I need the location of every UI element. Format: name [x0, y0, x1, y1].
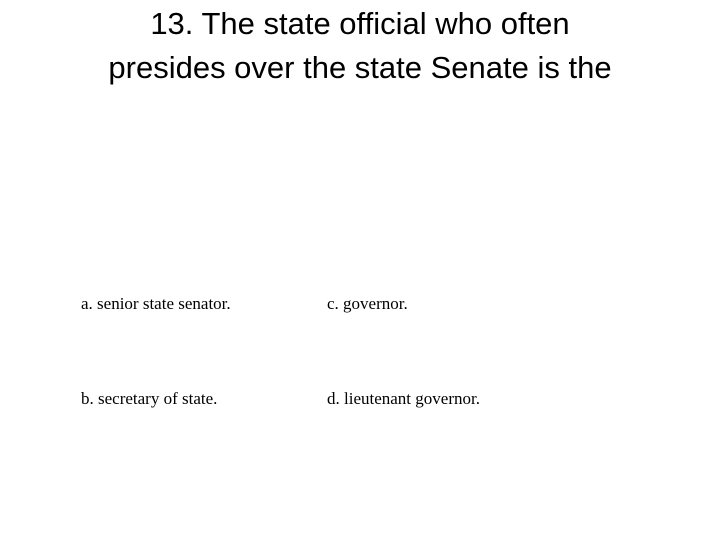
- answer-option-d: d. lieutenant governor.: [327, 389, 480, 408]
- answer-option-b: b. secretary of state.: [81, 389, 218, 408]
- question-title: [20, 2, 700, 90]
- question-line-2: presides over the state Senate is the: [108, 50, 612, 85]
- answer-option-a: a. senior state senator.: [81, 294, 231, 313]
- answer-option-c: c. governor.: [327, 294, 408, 313]
- question-line-1: 13. The state official who often: [150, 6, 570, 41]
